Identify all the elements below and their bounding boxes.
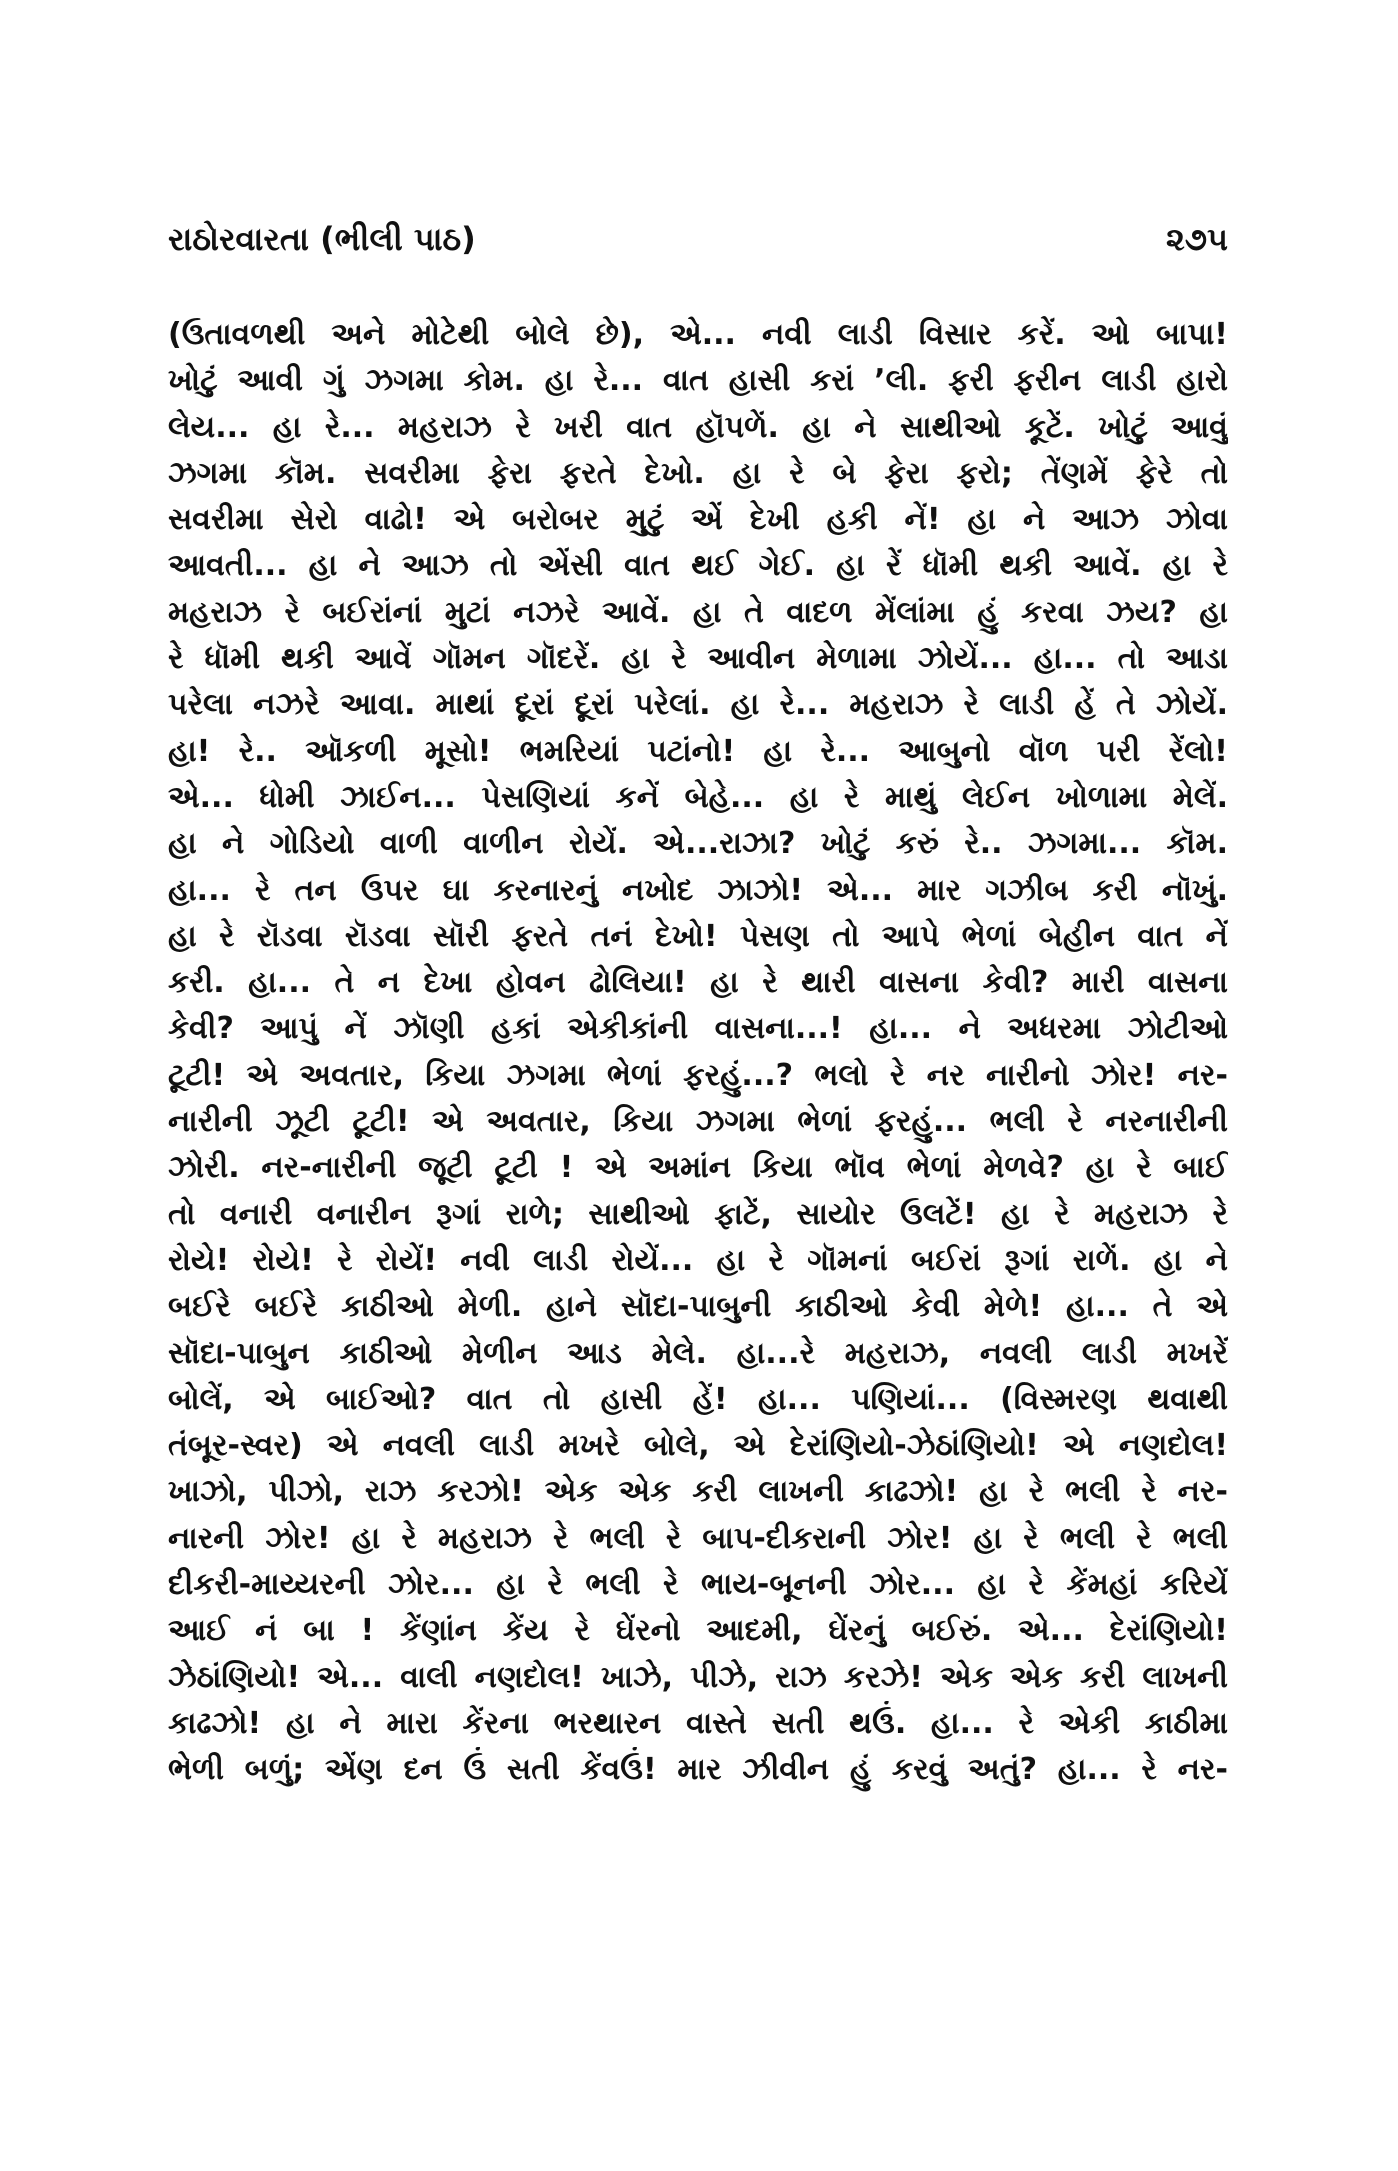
text-line: આવતી... હા ને આઝ તો એંસી વાત થઈ ગેઈ. હા રેં ધૉમી થકી આવેં. હા રે <box>168 548 1228 584</box>
text-line: દીકરી-માય્યરની ઝોર... હા રે ભલી રે ભાય-બૂનની ઝોર... હા રે કેંમહાં કરિયેં <box>168 1567 1228 1603</box>
running-title: રાઠોરવારતા (ભીલી પાઠ) <box>168 220 476 258</box>
text-line: નારીની ઝૂટી ટૂટી! એ અવતાર, કિયા ઝગમા ભેળાં ફરહું... ભલી રે નરનારીની <box>168 1104 1228 1140</box>
text-line: એ... ધોમી ઝાઈન... પેસણિયાં કનેં બેહે... હા રે માથું લેઈન ખોળામા મેલેં. <box>168 779 1228 815</box>
text-line: હા... રે તન ઉપર ઘા કરનારનું નખોદ ઝાઝો! એ... માર ગઝીબ કરી નૉખું. <box>168 872 1228 908</box>
text-line: કેવી? આપું નેં ઝૉણી હકાં એકીકાંની વાસના...! હા... ને અધરમા ઝોટીઓ <box>168 1011 1228 1047</box>
text-line: કરી. હા... તે ન દેખા હોવન ઢોલિયા! હા રે થારી વાસના કેવી? મારી વાસના <box>168 965 1228 1001</box>
text-line: હા! રે.. ઑકળી મૂસો! ભમરિયાં પટાંનો! હા રે... આબુનો વૉળ પરી રેંલો! <box>168 733 1228 769</box>
text-line: હા ને ગોડિયો વાળી વાળીન રોયેં. એ...રાઝા? ખોટું કરું રે.. ઝગમા... કૉમ. <box>168 826 1228 862</box>
text-line: ઝગમા કૉમ. સવરીમા ફેરા ફરતે દેખો. હા રે બે ફેરા ફરો; તેંણમેં ફેરે તો <box>168 455 1228 491</box>
text-line: ઝેઠાંણિયો! એ... વાલી નણદોલ! ખાઝે, પીઝે, રાઝ કરઝે! એક એક કરી લાખની <box>168 1659 1228 1695</box>
text-line: ખોટું આવી ગું ઝગમા કોમ. હા રે... વાત હાસી કરાં ’લી. ફરી ફરીન લાડી હારો <box>168 363 1228 399</box>
text-line: પરેલા નઝરે આવા. માથાં દૂરાં દૂરાં પરેલાં. હા રે... મહરાઝ રે લાડી હેં તે ઝોયેં. <box>168 687 1228 723</box>
text-line: આઈ નં બા ! કેંણાંન કેંય રે ઘેંરનો આદમી, ઘેંરનું બઈરું. એ... દેરાંણિયો! <box>168 1613 1228 1649</box>
text-line: સૉદા-પાબુન કાઠીઓ મેળીન આડ મેલે. હા...રે મહરાઝ, નવલી લાડી મખરેં <box>168 1335 1228 1371</box>
text-line: (ઉતાવળથી અને મોટેથી બોલે છે), એ... નવી લાડી વિસાર કરેં. ઓ બાપા! <box>168 317 1228 352</box>
page-number: ૨૭૫ <box>1165 220 1228 258</box>
text-line: લેય... હા રે... મહરાઝ રે ખરી વાત હૉપળેં. હા ને સાથીઓ કૂટેં. ખોટું આવું <box>168 409 1228 445</box>
text-line: કાઢઝો! હા ને મારા કેંરના ભરથારન વાસ્તે સતી થઉં. હા... રે એકી કાઠીમા <box>168 1705 1228 1741</box>
text-line: રે ધૉમી થકી આવેં ગૉમન ગૉદરેં. હા રે આવીન મેળામા ઝોયેં... હા... તો આડા <box>168 641 1228 677</box>
text-line: સવરીમા સેરો વાઢો! એ બરોબર મુટું એં દેખી હકી નેં! હા ને આઝ ઝોવા <box>168 502 1228 538</box>
text-line: ખાઝો, પીઝો, રાઝ કરઝો! એક એક કરી લાખની કાઢઝો! હા રે ભલી રે નર- <box>168 1474 1228 1510</box>
text-line: મહરાઝ રે બઈરાંનાં મુટાં નઝરે આવેં. હા તે વાદળ મેંલાંમા હું કરવા ઝય? હા <box>168 594 1228 630</box>
text-line: ઝોરી. નર-નારીની જૂટી ટૂટી ! એ અમાંન કિયા ભૉવ ભેળાં મેળવે? હા રે બાઈ <box>168 1150 1228 1186</box>
text-line: ટૂટી! એ અવતાર, કિયા ઝગમા ભેળાં ફરહું...? ભલો રે નર નારીનો ઝોર! નર- <box>168 1057 1228 1093</box>
text-line: ભેળી બળું; એંણ દન ઉં સતી કેંવઉં! માર ઝીવીન હું કરવું અતું? હા... રે નર- <box>168 1752 1228 1788</box>
text-line: તંબૂર-સ્વર) એ નવલી લાડી મખરે બોલે, એ દેરાંણિયો-ઝેઠાંણિયો! એ નણદોલ! <box>168 1428 1228 1464</box>
text-line: નારની ઝોર! હા રે મહરાઝ રે ભલી રે બાપ-દીકરાની ઝોર! હા રે ભલી રે ભલી <box>168 1520 1228 1556</box>
text-line: તો વનારી વનારીન રૂગાં રાળે; સાથીઓ ફાટેં, સાયોર ઉલટેં! હા રે મહરાઝ રે <box>168 1196 1228 1232</box>
page-header <box>168 220 1228 280</box>
text-line: રોયે! રોયે! રે રોયેં! નવી લાડી રોયેં... હા રે ગૉમનાં બઈરાં રૂગાં રાળેં. હા ને <box>168 1242 1228 1278</box>
text-line: બોલેં, એ બાઈઓ? વાત તો હાસી હેં! હા... પણિયાં... (વિસ્મરણ થવાથી <box>168 1381 1228 1417</box>
body-text <box>168 312 1228 1794</box>
text-line: હા રે રૉડવા રૉડવા સૉરી ફરતે તનં દેખો! પેસણ તો આપે ભેળાં બેહીન વાત નેં <box>168 918 1228 954</box>
text-line: બઈરે બઈરે કાઠીઓ મેળી. હાને સૉદા-પાબુની કાઠીઓ કેવી મેળે! હા... તે એ <box>168 1289 1228 1325</box>
